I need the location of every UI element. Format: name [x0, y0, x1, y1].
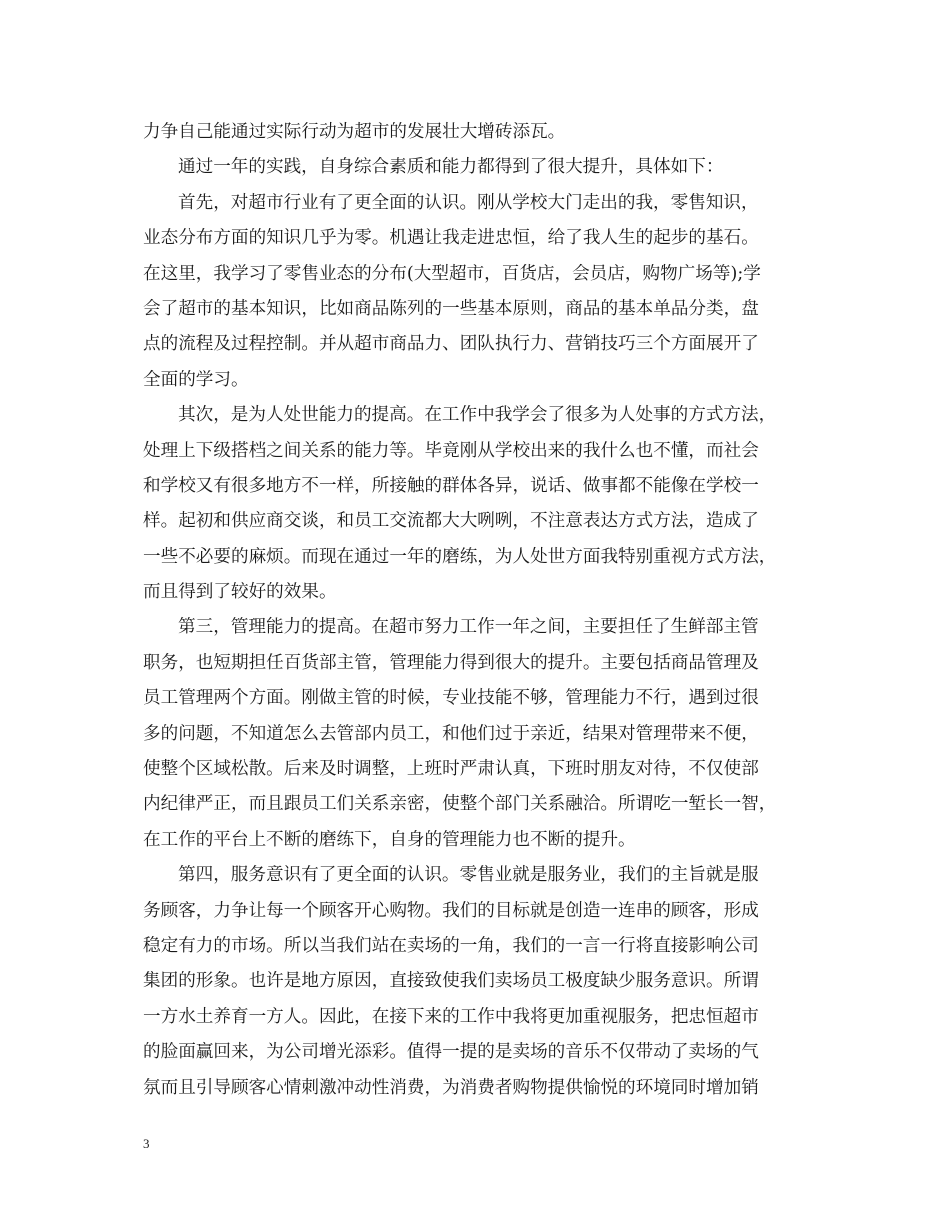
text-line: 而且得到了较好的效果。 — [143, 582, 337, 603]
text-line: 第四，服务意识有了更全面的认识。零售业就是服务业，我们的主旨就是服 — [178, 865, 759, 886]
text-line: 首先，对超市行业有了更全面的认识。刚从学校大门走出的我，零售知识， — [178, 192, 759, 213]
text-line: 业态分布方面的知识几乎为零。机遇让我走进忠恒，给了我人生的起步的基石。 — [143, 228, 759, 249]
text-line: 通过一年的实践，自身综合素质和能力都得到了很大提升，具体如下： — [178, 157, 724, 178]
text-line: 务顾客，力争让每一个顾客开心购物。我们的目标就是创造一连串的顾客，形成 — [143, 900, 759, 921]
text-line: 一些不必要的麻烦。而现在通过一年的磨练，为人处世方面我特别重视方式方法， — [143, 546, 777, 567]
text-line: 点的流程及过程控制。并从超市商品力、团队执行力、营销技巧三个方面展开了 — [143, 334, 759, 355]
text-line: 使整个区域松散。后来及时调整，上班时严肃认真，下班时朋友对待，不仅使部 — [143, 759, 759, 780]
text-line: 内纪律严正，而且跟员工们关系亲密，使整个部门关系融洽。所谓吃一堑长一智， — [143, 794, 777, 815]
text-line: 第三，管理能力的提高。在超市努力工作一年之间，主要担任了生鲜部主管 — [178, 617, 759, 638]
text-line: 力争自己能通过实际行动为超市的发展壮大增砖添瓦。 — [143, 122, 566, 142]
text-line: 处理上下级搭档之间关系的能力等。毕竟刚从学校出来的我什么也不懂，而社会 — [143, 440, 759, 461]
text-line: 样。起初和供应商交谈，和员工交流都大大咧咧，不注意表达方式方法，造成了 — [143, 511, 759, 532]
text-line: 员工管理两个方面。刚做主管的时候，专业技能不够，管理能力不行，遇到过很 — [143, 688, 759, 709]
text-line: 在这里，我学习了零售业态的分布(大型超市，百货店，会员店，购物广场等);学 — [143, 263, 761, 284]
text-line: 全面的学习。 — [143, 369, 249, 390]
text-line: 多的问题，不知道怎么去管部内员工，和他们过于亲近，结果对管理带来不便， — [143, 723, 759, 744]
text-line: 稳定有力的市场。所以当我们站在卖场的一角，我们的一言一行将直接影响公司 — [143, 935, 759, 956]
text-line: 和学校又有很多地方不一样，所接触的群体各异，说话、做事都不能像在学校一 — [143, 475, 759, 496]
text-line: 其次，是为人处世能力的提高。在工作中我学会了很多为人处事的方式方法， — [178, 405, 777, 426]
page-number: 3 — [143, 1136, 150, 1151]
body-text — [143, 115, 823, 1106]
text-line: 氛而且引导顾客心情刺激冲动性消费，为消费者购物提供愉悦的环境同时增加销 — [143, 1077, 759, 1098]
text-line: 在工作的平台上不断的磨练下，自身的管理能力也不断的提升。 — [143, 829, 636, 850]
text-line: 会了超市的基本知识，比如商品陈列的一些基本原则，商品的基本单品分类，盘 — [143, 298, 759, 319]
text-line: 一方水土养育一方人。因此，在接下来的工作中我将更加重视服务，把忠恒超市 — [143, 1006, 759, 1027]
text-line: 集团的形象。也许是地方原因，直接致使我们卖场员工极度缺少服务意识。所谓 — [143, 971, 759, 992]
text-line: 职务，也短期担任百货部主管，管理能力得到很大的提升。主要包括商品管理及 — [143, 652, 759, 673]
text-line: 的脸面赢回来，为公司增光添彩。值得一提的是卖场的音乐不仅带动了卖场的气 — [143, 1042, 759, 1063]
